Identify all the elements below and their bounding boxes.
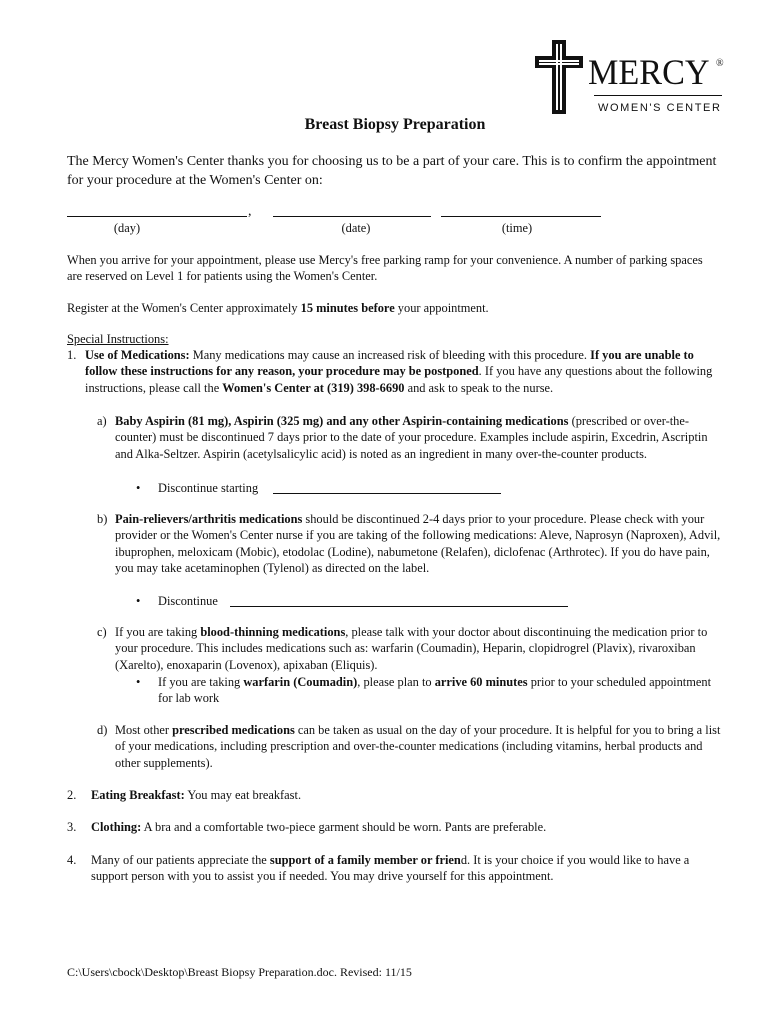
instruction-2-body (91, 787, 727, 803)
sub-item-d (97, 722, 727, 771)
text-run: Many medications may cause an increased risk of bleeding with this procedure. (189, 348, 591, 362)
register-text-after: your appointment. (394, 301, 489, 315)
text-run: If you are taking (158, 675, 244, 689)
bullet-text: Discontinue starting (158, 481, 259, 495)
instruction-4 (67, 852, 727, 885)
instruction-2 (67, 787, 727, 803)
text-run: , please plan to (357, 675, 435, 689)
arrive-early-bold: arrive 60 minutes (434, 675, 528, 689)
day-label: (day) (113, 221, 141, 235)
sub-label: a) (97, 414, 107, 428)
text-run: , please talk with your doctor about discontinuing the medication prior to your procedure. This includes medications such as: warfarin (Coumadin), Heparin, clopidrogrel (Plavix), rivaroxiban (Xarelto), enoxaparin (Lovenox), apixaban (Eliquis). (115, 625, 708, 672)
item-number: 3. (67, 820, 77, 834)
sub-item-c (97, 624, 727, 673)
prescribed-medications-heading: prescribed medications (172, 723, 295, 737)
sub-item-a (97, 413, 727, 462)
warfarin-bold: warfarin (Coumadin) (243, 675, 358, 689)
instruction-3-body (91, 819, 727, 835)
registered-mark: ® (716, 58, 724, 69)
text-run: can be taken as usual on the day of your procedure. It is helpful for you to bring a list of your medications, including prescription and over-the-counter medications (including vitamins, herbal products and other supplements). (115, 723, 721, 770)
text-run: (prescribed or over-the-counter) must be discontinued 7 days prior to the date of your procedure. Examples include aspirin, Excedrin, Ascriptin and Alka-Seltzer. Aspirin (acetylsalicylic acid) is noted as an ingredient in many over-the-counter products. (115, 414, 708, 461)
support-bold: support of a family member or frien (269, 853, 461, 867)
sub-item-b (97, 511, 727, 577)
bullet-icon: • (136, 594, 141, 608)
instruction-1-body (85, 347, 727, 396)
sub-label: b) (97, 512, 108, 526)
instruction-4-body (91, 852, 727, 885)
bullet-icon: • (136, 481, 141, 495)
logo-subtitle: WOMEN'S CENTER (598, 102, 722, 114)
bullet-text: Discontinue (158, 594, 218, 608)
warfarin-bullet (136, 674, 716, 707)
text-run: should be discontinued 2-4 days prior to your procedure. Please check with your provider or the Women's Center nurse if you are taking of the following medications: Aleve, Naprosyn (Naproxen), Advil, ibuprophen, meloxicam (Mobic), etodolac (Lodine), nabumetone (Relafen), diclofenac (Arthrotec). If you do have pain, you may take acetaminophen (Tylenol) as directed on the label. (115, 512, 721, 576)
item-number: 4. (67, 853, 77, 867)
footer-path: C:\Users\cbock\Desktop\Breast Biopsy Preparation.doc. Revised: 11/15 (67, 965, 412, 979)
bullet-text (158, 674, 716, 707)
text-run: Many of our patients appreciate the (91, 853, 270, 867)
register-paragraph (67, 300, 717, 316)
item-number: 1. (67, 348, 77, 362)
text-run: prior to your scheduled appointment for lab work (158, 675, 712, 706)
item-number: 2. (67, 788, 77, 802)
text-run: A bra and a comfortable two-piece garment should be worn. Pants are preferable. (141, 820, 547, 834)
sub-label: d) (97, 723, 108, 737)
postpone-warning: If you are unable to follow these instructions for any reason, your procedure may be postponed (85, 348, 694, 379)
aspirin-heading: Baby Aspirin (81 mg), Aspirin (325 mg) and any other Aspirin-containing medications (115, 414, 569, 428)
mercy-logo (530, 38, 730, 118)
text-run: Most other (115, 723, 173, 737)
page-title: Breast Biopsy Preparation (304, 116, 486, 133)
instruction-1 (67, 347, 727, 396)
register-bold: 15 minutes before (300, 301, 395, 315)
logo-brand: MERCY (588, 52, 710, 92)
logo-divider (594, 95, 722, 96)
eating-heading: Eating Breakfast: (91, 788, 185, 802)
parking-paragraph: When you arrive for your appointment, please use Mercy's free parking ramp for your convenience. A number of parking spaces are reserved on Level 1 for patients using the Women's Center. (67, 253, 703, 284)
date-label: (date) (341, 221, 371, 235)
text-run: . If you have any questions about the following instructions, please call the (85, 364, 713, 395)
medications-heading: Use of Medications: (85, 348, 190, 362)
womens-center-phone: Women's Center at (319) 398-6690 (222, 380, 405, 395)
day-blank[interactable] (67, 216, 247, 217)
bullet-icon: • (136, 675, 141, 689)
day-comma: , (248, 204, 252, 219)
intro-paragraph: The Mercy Women's Center thanks you for choosing us to be a part of your care. This is to confirm the appointment for your procedure at the Women's Center on: (67, 154, 717, 188)
text-run: and ask to speak to the nurse. (404, 380, 554, 395)
special-instructions-heading: Special Instructions: (67, 332, 169, 346)
sub-label: c) (97, 625, 107, 639)
pain-reliever-discontinue-blank[interactable] (230, 606, 568, 607)
register-text-before: Register at the Women's Center approximately (67, 301, 301, 315)
text-run: You may eat breakfast. (184, 788, 302, 802)
text-run: If you are taking (115, 625, 201, 639)
date-blank[interactable] (273, 216, 431, 217)
cross-icon (530, 38, 588, 116)
pain-relievers-heading: Pain-relievers/arthritis medications (115, 512, 303, 526)
instruction-3 (67, 819, 727, 835)
blood-thinning-heading: blood-thinning medications (200, 625, 346, 639)
clothing-heading: Clothing: (91, 820, 142, 834)
text-run: d. It is your choice if you would like to have a support person with you to assist you if needed. You may drive yourself for this appointment. (91, 853, 690, 884)
aspirin-discontinue-blank[interactable] (273, 493, 501, 494)
time-blank[interactable] (441, 216, 601, 217)
time-label: (time) (501, 221, 533, 235)
